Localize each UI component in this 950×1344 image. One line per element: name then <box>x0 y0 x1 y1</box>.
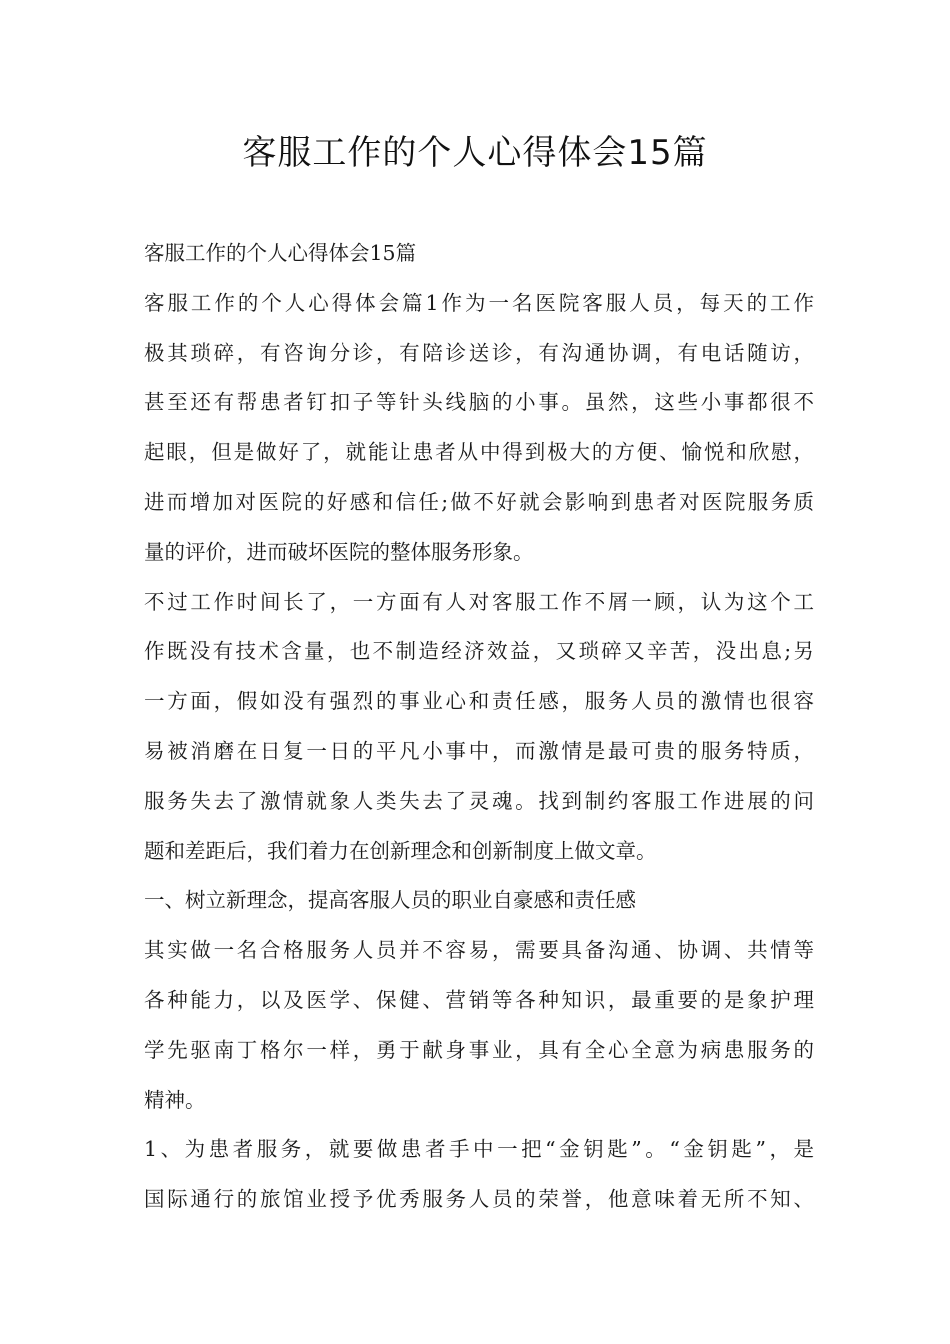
body-line: 题和差距后，我们着力在创新理念和创新制度上做文章。 <box>144 838 657 863</box>
document-title: 客服工作的个人心得体会15篇 <box>242 133 708 173</box>
body-line: 不过工作时间长了，一方面有人对客服工作不屑一顾，认为这个工 <box>144 589 814 614</box>
body-line: 国际通行的旅馆业授予优秀服务人员的荣誉，他意味着无所不知、 <box>144 1187 814 1212</box>
body-line: 1、为患者服务，就要做患者手中一把“金钥匙”。“金钥匙”，是 <box>144 1137 814 1162</box>
body-line: 精神。 <box>144 1087 206 1112</box>
body-line: 极其琐碎，有咨询分诊，有陪诊送诊，有沟通协调，有电话随访， <box>144 340 814 365</box>
body-line: 作既没有技术含量，也不制造经济效益，又琐碎又辛苦，没出息;另 <box>144 639 814 664</box>
body-line: 起眼，但是做好了，就能让患者从中得到极大的方便、愉悦和欣慰， <box>144 440 814 465</box>
body-line: 易被消磨在日复一日的平凡小事中，而激情是最可贵的服务特质， <box>144 738 814 763</box>
body-line: 甚至还有帮患者钉扣子等针头线脑的小事。虽然，这些小事都很不 <box>144 390 814 415</box>
document-body <box>144 233 814 1229</box>
body-line: 一方面，假如没有强烈的事业心和责任感，服务人员的激情也很容 <box>144 689 814 714</box>
body-line: 量的评价，进而破坏医院的整体服务形象。 <box>144 539 534 564</box>
section-heading: 一、树立新理念，提高客服人员的职业自豪感和责任感 <box>144 888 636 913</box>
body-line: 各种能力，以及医学、保健、营销等各种知识，最重要的是象护理 <box>144 987 814 1012</box>
body-line: 客服工作的个人心得体会15篇 <box>144 241 417 265</box>
body-line: 客服工作的个人心得体会篇1作为一名医院客服人员，每天的工作 <box>144 290 814 315</box>
body-line: 学先驱南丁格尔一样，勇于献身事业，具有全心全意为病患服务的 <box>144 1037 814 1062</box>
body-line: 其实做一名合格服务人员并不容易，需要具备沟通、协调、共情等 <box>144 938 814 963</box>
body-line: 服务失去了激情就象人类失去了灵魂。找到制约客服工作进展的问 <box>144 788 814 813</box>
body-line: 进而增加对医院的好感和信任;做不好就会影响到患者对医院服务质 <box>144 489 814 514</box>
